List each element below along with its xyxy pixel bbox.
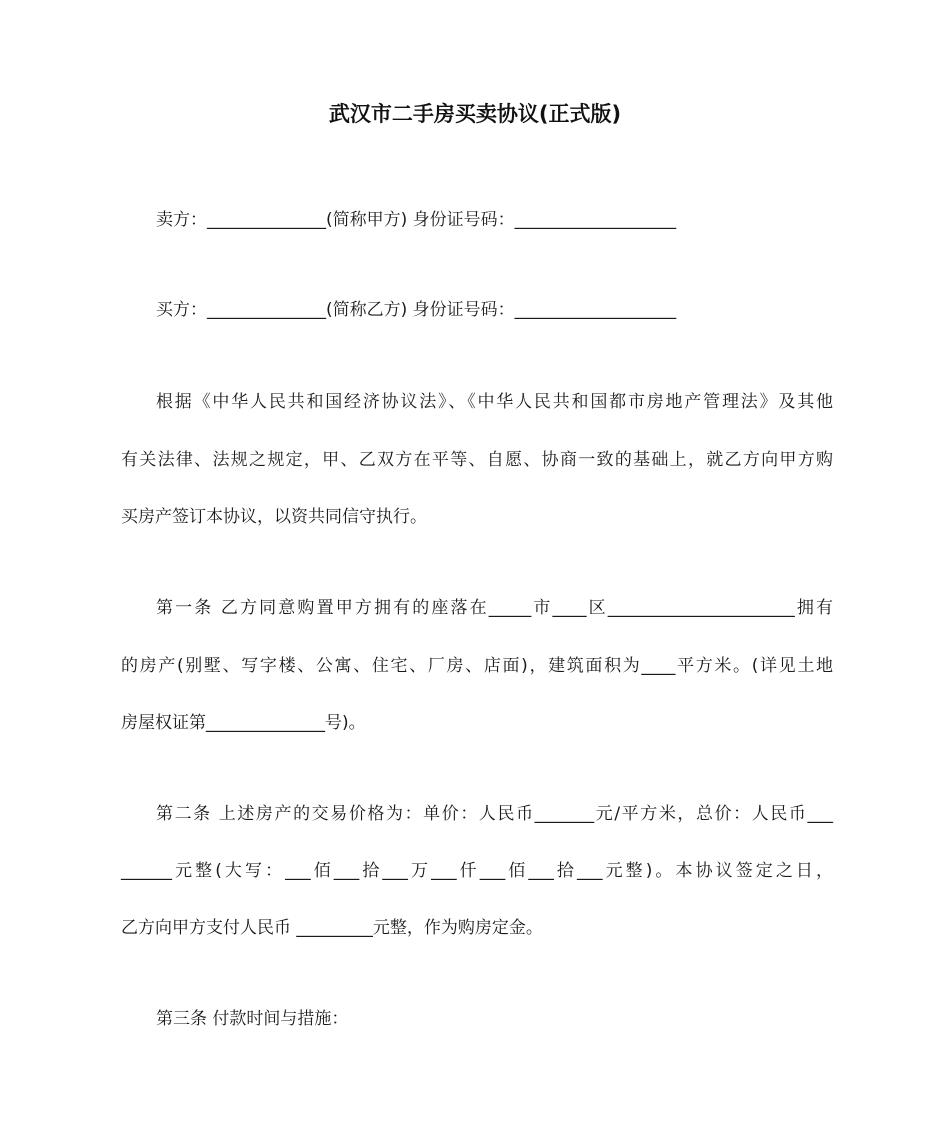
article2-line-3: 乙方向甲方支付人民币 _________元整，作为购房定金。 bbox=[121, 918, 543, 938]
article1-line-1: 第一条 乙方同意购置甲方拥有的座落在_____市____区______________________拥有 bbox=[156, 598, 833, 618]
document-title: 武汉市二手房买卖协议(正式版) bbox=[328, 102, 622, 126]
article1-line-3: 房屋权证第______________号)。 bbox=[121, 713, 366, 733]
seller-line: 卖方：______________(简称甲方) 身份证号码：___________________ bbox=[156, 210, 677, 230]
preamble-line-2: 有关法律、法规之规定，甲、乙双方在平等、自愿、协商一致的基础上，就乙方向甲方购 bbox=[121, 450, 833, 470]
article3-heading: 第三条 付款时间与措施： bbox=[156, 1009, 349, 1029]
buyer-line: 买方：______________(简称乙方) 身份证号码：___________________ bbox=[156, 300, 677, 320]
article2-line-2: ______元整(大写：___佰___拾___万___仟___佰___拾___元整)。本协议签定之日， bbox=[121, 861, 833, 881]
preamble-line-1: 根据《中华人民共和国经济协议法》、《中华人民共和国都市房地产管理法》及其他 bbox=[156, 392, 833, 412]
preamble-line-3: 买房产签订本协议，以资共同信守执行。 bbox=[121, 507, 427, 527]
article1-line-2: 的房产(别墅、写字楼、公寓、住宅、厂房、店面)，建筑面积为____平方米。(详见土地 bbox=[121, 656, 833, 676]
article2-line-1: 第二条 上述房产的交易价格为：单价：人民币_______元/平方米，总价：人民币___ bbox=[156, 804, 833, 824]
